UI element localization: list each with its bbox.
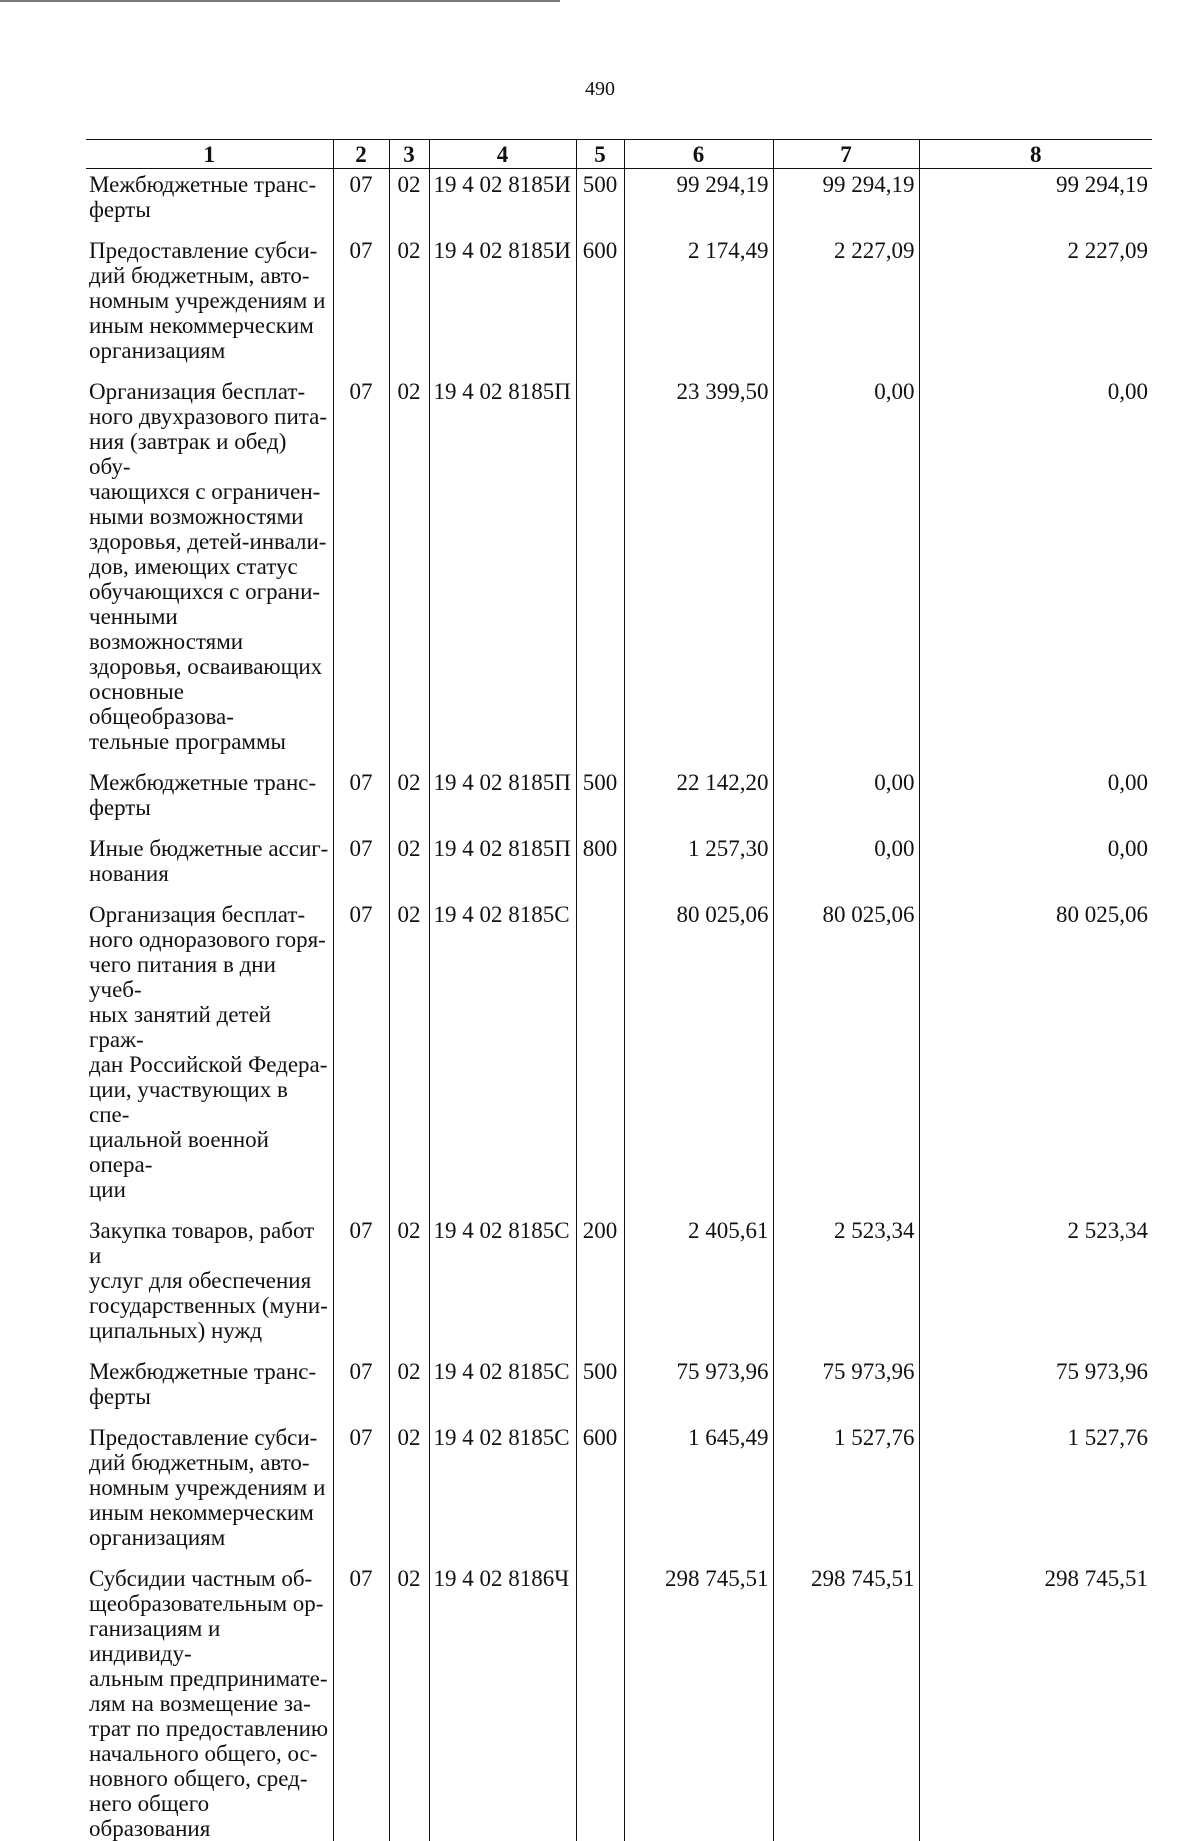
section-code-cell: 07 <box>333 767 389 833</box>
amount-col8-cell: 80 025,06 <box>919 899 1152 1215</box>
row-name-cell: Субсидии частным об- щеобразовательным ор- ганизациям и индивиду- альным предпринимате- лям на возмещение за- трат по предоставлению начального общего, ос- новного общего, сред- него общего образования <box>86 1563 333 1841</box>
table-row <box>86 899 1152 1215</box>
table-row <box>86 376 1152 767</box>
section-code-cell: 07 <box>333 1356 389 1422</box>
expense-type-cell: 500 <box>576 169 624 236</box>
column-header: 6 <box>624 140 773 169</box>
amount-col8-cell: 99 294,19 <box>919 169 1152 236</box>
amount-col6-cell: 22 142,20 <box>624 767 773 833</box>
table-row <box>86 1422 1152 1563</box>
section-code-cell: 07 <box>333 1215 389 1356</box>
table-header-row <box>86 140 1152 169</box>
amount-col6-cell: 75 973,96 <box>624 1356 773 1422</box>
expense-type-cell <box>576 899 624 1215</box>
section-code-cell: 07 <box>333 833 389 899</box>
row-name-cell: Предоставление субси- дий бюджетным, авто- номным учреждениям и иным некоммерческим организациям <box>86 1422 333 1563</box>
amount-col7-cell: 2 523,34 <box>773 1215 919 1356</box>
section-code-cell: 07 <box>333 1422 389 1563</box>
row-name-cell: Организация бесплат- ного одноразового горя- чего питания в дни учеб- ных занятий детей граж- дан Российской Федера- ции, участвующих в спе- циальной военной опера- ции <box>86 899 333 1215</box>
subsection-code-cell: 02 <box>389 1422 429 1563</box>
amount-col8-cell: 298 745,51 <box>919 1563 1152 1841</box>
section-code-cell: 07 <box>333 376 389 767</box>
amount-col8-cell: 0,00 <box>919 833 1152 899</box>
target-article-cell: 19 4 02 8186Ч <box>429 1563 576 1841</box>
amount-col6-cell: 1 257,30 <box>624 833 773 899</box>
subsection-code-cell: 02 <box>389 376 429 767</box>
section-code-cell: 07 <box>333 169 389 236</box>
amount-col7-cell: 0,00 <box>773 376 919 767</box>
amount-col7-cell: 80 025,06 <box>773 899 919 1215</box>
table-row <box>86 1215 1152 1356</box>
amount-col6-cell: 1 645,49 <box>624 1422 773 1563</box>
amount-col6-cell: 2 174,49 <box>624 235 773 376</box>
amount-col7-cell: 298 745,51 <box>773 1563 919 1841</box>
column-header: 1 <box>86 140 333 169</box>
section-code-cell: 07 <box>333 899 389 1215</box>
expense-type-cell: 500 <box>576 767 624 833</box>
target-article-cell: 19 4 02 8185П <box>429 833 576 899</box>
target-article-cell: 19 4 02 8185П <box>429 767 576 833</box>
amount-col6-cell: 2 405,61 <box>624 1215 773 1356</box>
amount-col8-cell: 0,00 <box>919 767 1152 833</box>
scan-top-rule <box>0 0 560 2</box>
column-header: 4 <box>429 140 576 169</box>
amount-col8-cell: 1 527,76 <box>919 1422 1152 1563</box>
section-code-cell: 07 <box>333 235 389 376</box>
amount-col7-cell: 1 527,76 <box>773 1422 919 1563</box>
target-article-cell: 19 4 02 8185С <box>429 1215 576 1356</box>
subsection-code-cell: 02 <box>389 169 429 236</box>
amount-col6-cell: 99 294,19 <box>624 169 773 236</box>
amount-col8-cell: 2 523,34 <box>919 1215 1152 1356</box>
column-header: 7 <box>773 140 919 169</box>
amount-col7-cell: 2 227,09 <box>773 235 919 376</box>
row-name-cell: Предоставление субси- дий бюджетным, авто- номным учреждениям и иным некоммерческим организациям <box>86 235 333 376</box>
row-name-cell: Межбюджетные транс- ферты <box>86 1356 333 1422</box>
amount-col7-cell: 0,00 <box>773 767 919 833</box>
table-row <box>86 833 1152 899</box>
target-article-cell: 19 4 02 8185И <box>429 169 576 236</box>
expense-type-cell: 200 <box>576 1215 624 1356</box>
expense-type-cell: 600 <box>576 235 624 376</box>
table-row <box>86 767 1152 833</box>
subsection-code-cell: 02 <box>389 1563 429 1841</box>
amount-col8-cell: 75 973,96 <box>919 1356 1152 1422</box>
expense-type-cell: 800 <box>576 833 624 899</box>
row-name-cell: Межбюджетные транс- ферты <box>86 767 333 833</box>
page-number: 490 <box>0 78 1200 101</box>
amount-col6-cell: 23 399,50 <box>624 376 773 767</box>
amount-col7-cell: 99 294,19 <box>773 169 919 236</box>
target-article-cell: 19 4 02 8185С <box>429 1422 576 1563</box>
table-row <box>86 235 1152 376</box>
expense-type-cell: 500 <box>576 1356 624 1422</box>
target-article-cell: 19 4 02 8185И <box>429 235 576 376</box>
amount-col8-cell: 0,00 <box>919 376 1152 767</box>
column-header: 8 <box>919 140 1152 169</box>
column-header: 5 <box>576 140 624 169</box>
amount-col6-cell: 298 745,51 <box>624 1563 773 1841</box>
subsection-code-cell: 02 <box>389 235 429 376</box>
amount-col6-cell: 80 025,06 <box>624 899 773 1215</box>
amount-col7-cell: 75 973,96 <box>773 1356 919 1422</box>
target-article-cell: 19 4 02 8185С <box>429 1356 576 1422</box>
amount-col7-cell: 0,00 <box>773 833 919 899</box>
expense-type-cell <box>576 1563 624 1841</box>
row-name-cell: Иные бюджетные ассиг- нования <box>86 833 333 899</box>
amount-col8-cell: 2 227,09 <box>919 235 1152 376</box>
column-header: 2 <box>333 140 389 169</box>
row-name-cell: Межбюджетные транс- ферты <box>86 169 333 236</box>
subsection-code-cell: 02 <box>389 899 429 1215</box>
table-row <box>86 1356 1152 1422</box>
table-body <box>86 169 1152 1841</box>
expense-type-cell <box>576 376 624 767</box>
section-code-cell: 07 <box>333 1563 389 1841</box>
target-article-cell: 19 4 02 8185П <box>429 376 576 767</box>
budget-table <box>86 139 1152 1841</box>
subsection-code-cell: 02 <box>389 833 429 899</box>
target-article-cell: 19 4 02 8185С <box>429 899 576 1215</box>
row-name-cell: Организация бесплат- ного двухразового пита- ния (завтрак и обед) обу- чающихся с ограничен- ными возможностями здоровья, детей-инвали- дов, имеющих статус обучающихся с ограни- ченными возможностями здоровья, осваивающих основные общеобразова- тельные программы <box>86 376 333 767</box>
expense-type-cell: 600 <box>576 1422 624 1563</box>
column-header: 3 <box>389 140 429 169</box>
table-row <box>86 1563 1152 1841</box>
table-row <box>86 169 1152 236</box>
subsection-code-cell: 02 <box>389 767 429 833</box>
row-name-cell: Закупка товаров, работ и услуг для обеспечения государственных (муни- ципальных) нужд <box>86 1215 333 1356</box>
subsection-code-cell: 02 <box>389 1215 429 1356</box>
subsection-code-cell: 02 <box>389 1356 429 1422</box>
